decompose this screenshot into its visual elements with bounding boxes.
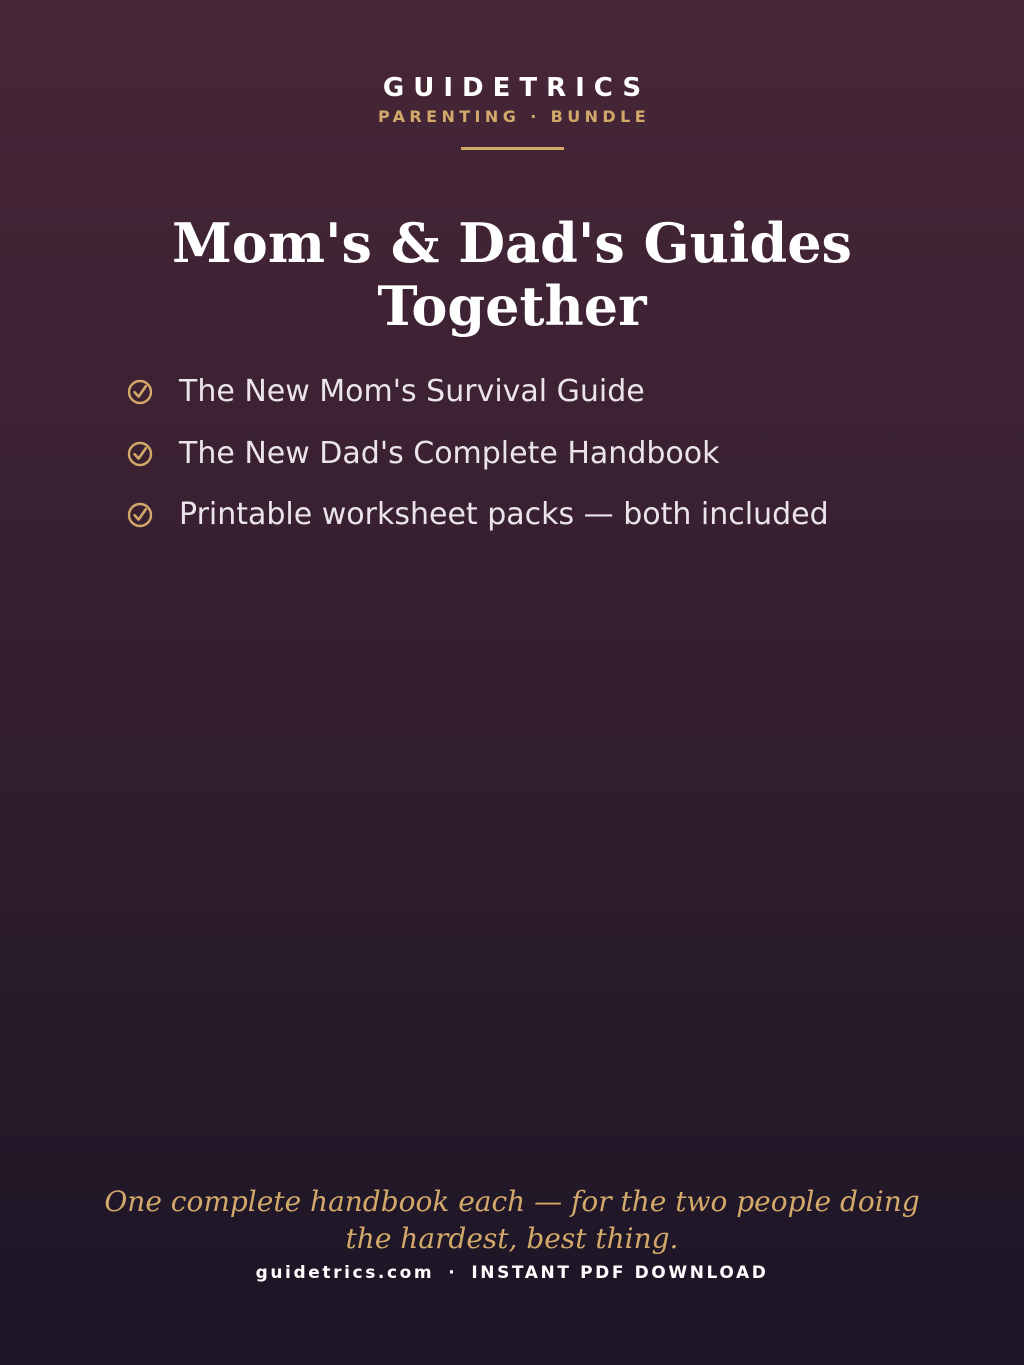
brand-divider: [461, 147, 564, 150]
title-line-2: Together: [377, 274, 647, 338]
check-circle-icon: [126, 378, 154, 406]
feature-item: [126, 491, 926, 539]
feature-label: The New Mom's Survival Guide: [179, 374, 645, 409]
tagline-line-2: the hardest, best thing.: [345, 1222, 679, 1255]
brand-header: [0, 72, 1024, 150]
feature-label: Printable worksheet packs — both included: [179, 497, 829, 532]
check-circle-icon: [126, 501, 154, 529]
footer-separator: ·: [448, 1263, 458, 1283]
feature-label: The New Dad's Complete Handbook: [179, 435, 720, 471]
page-title: [0, 212, 1024, 338]
tagline-line-1: One complete handbook each — for the two people doing: [104, 1185, 920, 1218]
check-circle-icon: [126, 440, 154, 468]
footer: [0, 1262, 1024, 1284]
brand-subtitle: PARENTING · BUNDLE: [377, 107, 651, 126]
brand-name: GUIDETRICS: [382, 73, 651, 103]
footer-note: INSTANT PDF DOWNLOAD: [471, 1263, 769, 1283]
title-line-1: Mom's & Dad's Guides: [172, 211, 852, 275]
feature-list: [126, 368, 926, 553]
tagline: [0, 1183, 1024, 1257]
feature-item: [126, 430, 926, 478]
footer-site-link[interactable]: guidetrics.com: [255, 1263, 435, 1283]
feature-item: [126, 368, 926, 416]
